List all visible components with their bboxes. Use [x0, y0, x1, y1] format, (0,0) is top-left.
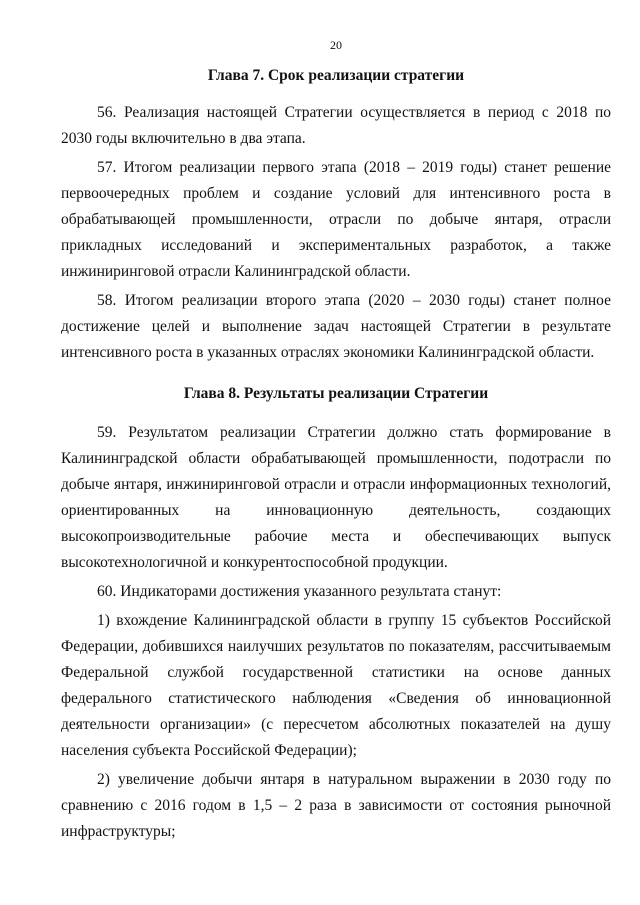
document-page	[61, 38, 611, 848]
paragraph-58: 58. Итогом реализации второго этапа (2020 – 2030 годы) станет полное достижение целей и выполнение задач настоящей Стратегии в результате интенсивного роста в указанных отраслях экономики Калининградской области.	[61, 292, 611, 361]
paragraph-56: 56. Реализация настоящей Стратегии осуществляется в период с 2018 по 2030 годы включительно в два этапа.	[61, 104, 611, 147]
paragraph-60: 60. Индикаторами достижения указанного результата станут:	[97, 583, 502, 600]
paragraph-57: 57. Итогом реализации первого этапа (2018 – 2019 годы) станет решение первоочередных проблем и создание условий для интенсивного роста в обрабатывающей промышленности, отрасли по добыче янтаря, отрасли прикладных исследований и экспериментальных разработок, а также инжиниринговой отрасли Калининградской области.	[61, 159, 611, 280]
chapter-8-title: Глава 8. Результаты реализации Стратегии	[183, 385, 489, 402]
indicator-1: 1) вхождение Калининградской области в группу 15 субъектов Российской Федерации, добившихся наилучших результатов по показателям, рассчитываемым Федеральной службой государственной статистики на основе данных федерального статистического наблюдения «Сведения об инновационной деятельности организации» (с пересчетом абсолютных показателей на душу населения субъекта Российской Федерации);	[61, 612, 611, 759]
page-number: 20	[330, 38, 342, 52]
indicator-2: 2) увеличение добычи янтаря в натуральном выражении в 2030 году по сравнению с 2016 годом в 1,5 – 2 раза в зависимости от состояния рыночной инфраструктуры;	[61, 771, 611, 840]
chapter-7-title: Глава 7. Срок реализации стратегии	[207, 67, 465, 84]
paragraph-59: 59. Результатом реализации Стратегии должно стать формирование в Калининградской области обрабатывающей промышленности, подотрасли по добыче янтаря, инжиниринговой отрасли и отрасли информационных технологий, ориентированных на инновационную деятельность, создающих высокопроизводительные рабочие места и обеспечивающих выпуск высокотехнологичной и конкурентоспособной продукции.	[61, 424, 611, 571]
